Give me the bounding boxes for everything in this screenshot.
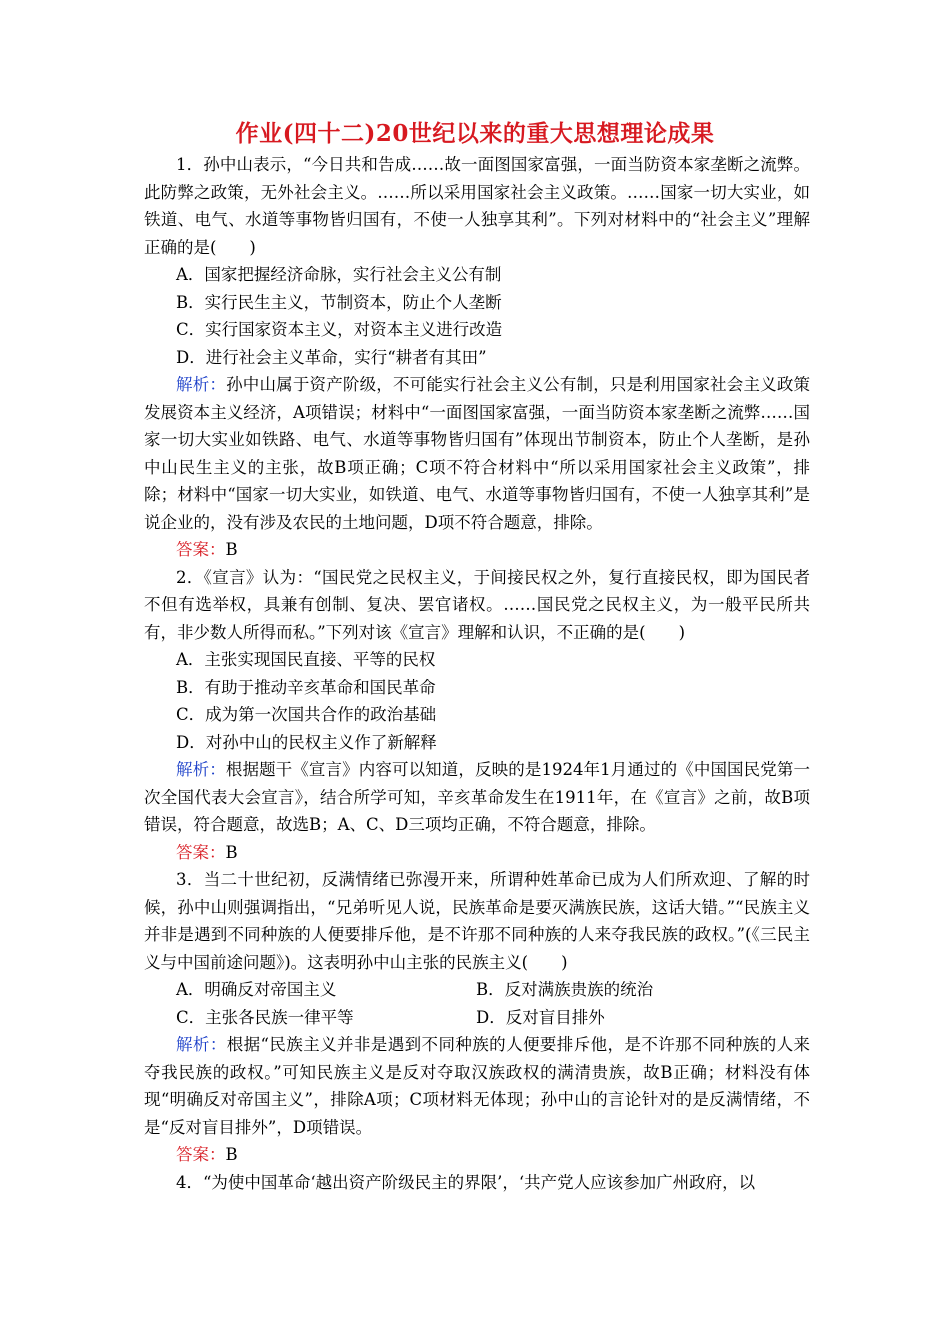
analysis-label: 解析： xyxy=(176,1035,227,1054)
question-2-stem: 2．《宣言》认为：“国民党之民权主义，于间接民权之外，复行直接民权，即为国民者不但有选举权，具兼有创制、复决、罢官诸权。……国民党之民权主义，为一般平民所共有，非少数人所得而私。”下列对该《宣言》理解和认识，不正确的是( ) xyxy=(144,567,810,642)
question-2-option-d: D．对孙中山的民权主义作了新解释 xyxy=(176,732,437,752)
question-2-option-a: A．主张实现国民直接、平等的民权 xyxy=(176,650,436,669)
question-1-analysis xyxy=(144,371,810,536)
document-title: 作业(四十二)20世纪以来的重大思想理论成果 xyxy=(235,120,715,147)
analysis-label: 解析： xyxy=(176,375,227,394)
question-3-option-c: C．主张各民族一律平等 xyxy=(176,1007,354,1027)
question-2-answer-value: B xyxy=(225,842,238,862)
question-4-stem: 4．“为使中国革命‘越出资产阶级民主的界限’，‘共产党人应该参加广州政府，以 xyxy=(176,1172,756,1192)
answer-label: 答案： xyxy=(176,1145,226,1164)
question-3-options-row-2 xyxy=(144,1004,810,1032)
question-3-option-d: D．反对盲目排外 xyxy=(476,1007,605,1027)
answer-label: 答案： xyxy=(176,540,226,559)
question-1-stem: 1．孙中山表示，“今日共和告成……故一面图国家富强，一面当防资本家垄断之流弊。此防弊之政策，无外社会主义。……所以采用国家社会主义政策。……国家一切大实业，如铁道、电气、水道等事物皆归国有，不使一人独享其利”。下列对材料中的“社会主义”理解正确的是( ) xyxy=(144,155,810,257)
question-2-analysis xyxy=(144,756,810,839)
question-2-option-c: C．成为第一次国共合作的政治基础 xyxy=(176,705,437,724)
analysis-label: 解析： xyxy=(176,760,226,779)
question-2-answer xyxy=(144,839,810,867)
question-3-option-a: A．明确反对帝国主义 xyxy=(176,980,337,999)
question-2-option-b: B．有助于推动辛亥革命和国民革命 xyxy=(176,677,436,697)
question-3-analysis-text: 根据“民族主义并非是遇到不同种族的人便要排斥他，是不许那不同种族的人来夺我民族的政权。”可知民族主义是反对夺取汉族政权的满清贵族，故B正确；材料没有体现“明确反对帝国主义”，排除A项；C项材料无体现；孙中山的言论针对的是反满情绪，不是“反对盲目排外”，D项错误。 xyxy=(144,1035,811,1137)
question-1-option-b: B．实行民生主义，节制资本，防止个人垄断 xyxy=(176,292,502,312)
question-1-answer-value: B xyxy=(225,540,238,559)
question-3-stem: 3．当二十世纪初，反满情绪已弥漫开来，所谓种姓革命已成为人们所欢迎、了解的时候，孙中山则强调指出，“兄弟听见人说，民族革命是要灭满族民族，这话大错。”“民族主义并非是遇到不同种族的人便要排斥他，是不许那不同种族的人来夺我民族的政权。”(《三民主义与中国前途问题》)。这表明孙中山主张的民族主义( ) xyxy=(144,870,810,972)
question-1-answer xyxy=(144,536,810,564)
question-3-answer-value: B xyxy=(225,1145,238,1164)
question-3-options-row-1 xyxy=(144,976,810,1004)
question-1-option-a: A．国家把握经济命脉，实行社会主义公有制 xyxy=(176,265,502,284)
question-3-answer xyxy=(144,1141,810,1169)
question-3-option-b: B．反对满族贵族的统治 xyxy=(476,980,654,999)
question-1-option-c: C．实行国家资本主义，对资本主义进行改造 xyxy=(176,320,503,339)
document-body xyxy=(144,151,810,1196)
answer-label: 答案： xyxy=(176,842,226,862)
question-1-analysis-text: 孙中山属于资产阶级，不可能实行社会主义公有制，只是利用国家社会主义政策发展资本主义经济，A项错误；材料中“一面图国家富强，一面当防资本家垄断之流弊……国家一切大实业如铁路、电气、水道等事物皆归国有”体现出节制资本，防止个人垄断，是孙中山民生主义的主张，故B项正确；C项不符合材料中“所以采用国家社会主义政策”，排除；材料中“国家一切大实业，如铁道、电气、水道等事物皆归国有，不使一人独享其利”是说企业的，没有涉及农民的土地问题，D项不符合题意，排除。 xyxy=(144,375,811,532)
question-1-option-d: D．进行社会主义革命，实行“耕者有其田” xyxy=(176,347,487,367)
question-2-analysis-text: 根据题干《宣言》内容可以知道，反映的是1924年1月通过的《中国国民党第一次全国代表大会宣言》，结合所学可知，辛亥革命发生在1911年，在《宣言》之前，故B项错误，符合题意，故选B；A、C、D三项均正确，不符合题意，排除。 xyxy=(144,760,810,834)
question-3-analysis xyxy=(144,1031,810,1141)
